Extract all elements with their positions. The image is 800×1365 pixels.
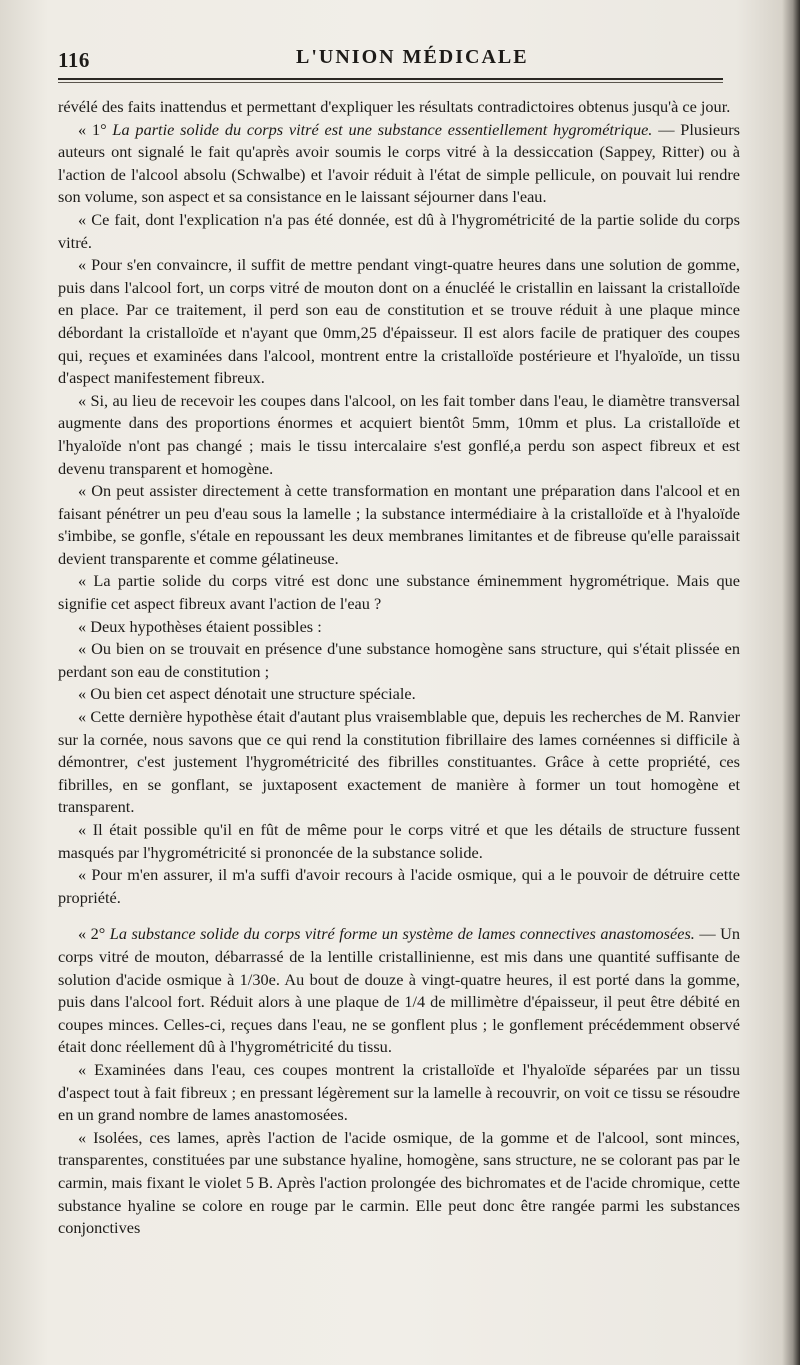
paragraph <box>58 1059 740 1127</box>
paragraph <box>58 638 740 683</box>
paragraph-text: « Il était possible qu'il en fût de même pour le corps vitré et que les détails de structure fussent masqués par l'hygrométricité si prononcée de la substance solide. <box>58 820 740 862</box>
paragraph <box>58 706 740 819</box>
paragraph <box>58 683 740 706</box>
running-title: L'UNION MÉDICALE <box>296 46 529 68</box>
paragraph-text: révélé des faits inattendus et permettant d'expliquer les résultats contradictoires obtenus jusqu'à ce jour. <box>58 97 731 116</box>
paragraph <box>58 819 740 864</box>
paragraph-text: « Deux hypothèses étaient possibles : <box>78 616 322 636</box>
paragraph-text: « Si, au lieu de recevoir les coupes dans l'alcool, on les fait tomber dans l'eau, le diamètre transversal augmente dans des proportions énormes et acquiert bientôt 5mm, 10mm et plus. La cristalloïde et l'hyaloïde n'ont pas changé ; mais le tissu intercalaire s'est gonflé,a perdu son aspect fibreux et est devenu transparent et homogène. <box>58 390 740 478</box>
paragraph <box>58 254 740 390</box>
paragraph-text: « Ou bien on se trouvait en présence d'une substance homogène sans structure, qui s'était plissée en perdant son eau de constitution ; <box>58 639 740 681</box>
paragraph-text: « Pour m'en assurer, il m'a suffi d'avoir recours à l'acide osmique, qui a le pouvoir de détruire cette propriété. <box>58 865 740 907</box>
page-number: 116 <box>58 48 90 72</box>
paragraph <box>58 480 740 570</box>
paragraph-text: « Ce fait, dont l'explication n'a pas été donnée, est dû à l'hygrométricité de la partie solide du corps vitré. <box>58 209 740 252</box>
paragraph <box>58 119 740 209</box>
paragraph <box>58 570 740 615</box>
paragraph <box>58 96 740 119</box>
paragraph-text: — Un corps vitré de mouton, débarrassé de la lentille cristallinienne, est mis dans une quantité suffisante de solution d'acide osmique à 1/30e. Au bout de douze à vingt-quatre heures, il est porté dans la gomme, puis dans l'alcool fort. Réduit alors à une plaque de 1/4 de millimètre d'épaisseur, il peut être débité en coupes minces. Celles-ci, reçues dans l'eau, ne se gonflent plus ; le gonflement précédemment observé était donc réellement dû à l'hygrométricité du tissu. <box>58 924 741 1057</box>
paragraph <box>58 616 740 639</box>
header-rule <box>58 78 723 80</box>
paragraph-text: « Ou bien cet aspect dénotait une structure spéciale. <box>78 684 416 704</box>
section-heading-italic: La substance solide du corps vitré forme un système de lames connectives anastomosées. <box>109 924 695 944</box>
paragraph <box>58 209 740 254</box>
header-rule-thin <box>58 82 723 83</box>
paragraph-text: « Isolées, ces lames, après l'action de l'acide osmique, de la gomme et de l'alcool, sont minces, transparentes, constituées par une substance hyaline, homogène, sans structure, ne se colorant pas par le carmin, mais fixant le violet 5 B. Après l'action prolongée des bichromates et de l'acide chromique, cette substance hyaline se colore en rouge par le carmin. Elle peut donc être rangée parmi les substances conjonctives <box>58 1127 740 1238</box>
section-heading-italic: La partie solide du corps vitré est une substance essentiellement hygrométrique. <box>112 119 653 139</box>
paragraph <box>58 390 740 480</box>
page-header <box>58 42 728 82</box>
paragraph <box>58 1127 740 1240</box>
article-body <box>58 96 740 1240</box>
paragraph <box>58 864 740 909</box>
paragraph-text: « Cette dernière hypothèse était d'autant plus vraisemblable que, depuis les recherches de M. Ranvier sur la cornée, nous savons que ce qui rend la constitution fibrillaire des lames cornéennes si difficile à démontrer, c'est justement l'hygrométricité des fibrilles constituantes. Grâce à cette propriété, ces fibrilles, en se gonflant, se juxtaposent exactement de manière à former un tout homogène et transparent. <box>58 707 740 817</box>
paragraph-text: « La partie solide du corps vitré est donc une substance éminemment hygrométrique. Mais que signifie cet aspect fibreux avant l'action de l'eau ? <box>58 571 740 614</box>
paragraph <box>58 923 740 1059</box>
paragraph-text: « On peut assister directement à cette transformation en montant une préparation dans l'alcool et en faisant pénétrer un peu d'eau sous la lamelle ; la substance intermédiaire à la cristalloïde et à l'hyaloïde s'imbibe, se gonfle, s'étale en repoussant les deux membranes limitantes et de fibreuse qu'elle paraissait devient transparente et comme gélatineuse. <box>58 481 740 568</box>
paragraph-text: — Plusieurs auteurs ont signalé le fait qu'après avoir soumis le corps vitré à la dessiccation (Sappey, Ritter) ou à l'action de l'alcool absolu (Schwalbe) et l'avoir réduit à l'état de simple pellicule, on pouvait lui rendre son volume, son aspect et sa consistance en le laissant séjourner dans l'eau. <box>58 119 740 207</box>
paragraph-lead: « 1° <box>78 119 113 139</box>
paragraph-text: « Pour s'en convaincre, il suffit de mettre pendant vingt-quatre heures dans une solution de gomme, puis dans l'alcool fort, un corps vitré de mouton dont on a énucléé le cristallin en laissant la cristalloïde en place. Par ce traitement, il perd son eau de constitution et se trouve réduit à une plaque mince débordant la cristalloïde et n'ayant que 0mm,25 d'épaisseur. Il est alors facile de pratiquer des coupes qui, reçues et examinées dans l'alcool, montrent entre la cristalloïde postérieure et l'hyaloïde, un tissu d'aspect manifestement fibreux. <box>58 255 740 388</box>
page-edge-shadow <box>782 0 800 1365</box>
paragraph-lead: « 2° <box>78 924 110 944</box>
paragraph-text: « Examinées dans l'eau, ces coupes montrent la cristalloïde et l'hyaloïde séparées par un tissu d'aspect tout à fait fibreux ; en pressant légèrement sur la lamelle à recouvrir, on voit ce tissu se résoudre en un grand nombre de lames anastomosées. <box>58 1059 740 1125</box>
